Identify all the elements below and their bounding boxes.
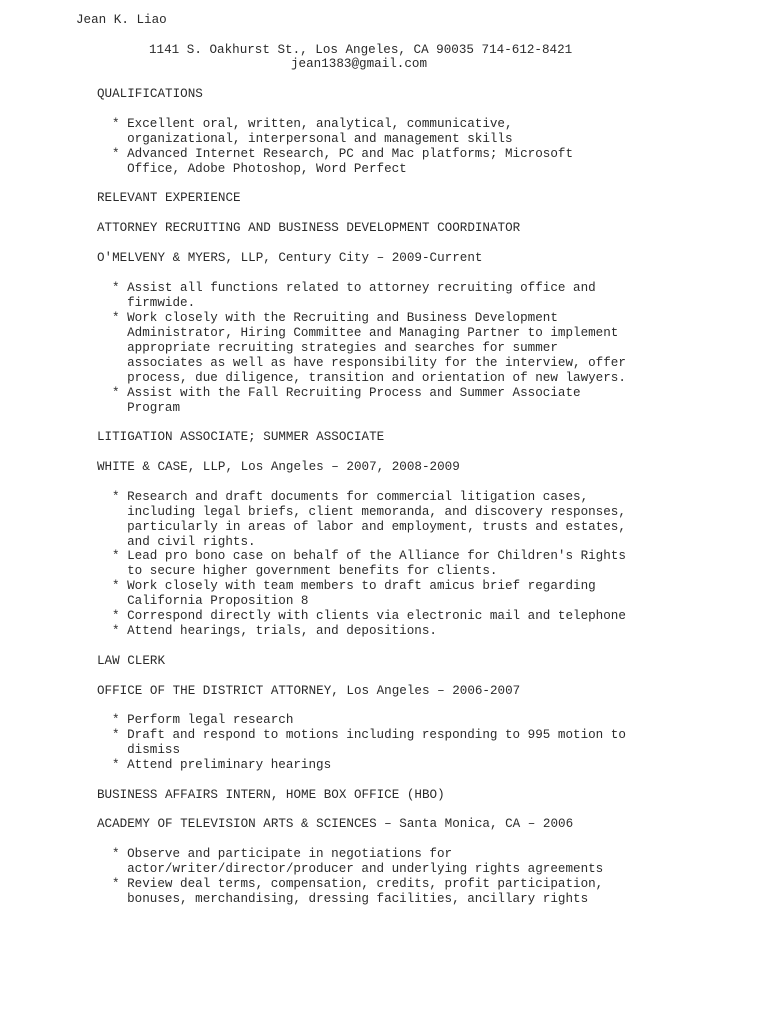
list-item: Office, Adobe Photoshop, Word Perfect (112, 162, 407, 176)
resume-name: Jean K. Liao (76, 13, 167, 27)
list-item: * Assist with the Fall Recruiting Process and Summer Associate (112, 386, 581, 400)
list-item: * Research and draft documents for commercial litigation cases, (112, 490, 589, 504)
list-item: * Lead pro bono case on behalf of the Alliance for Children's Rights (112, 549, 626, 563)
list-item: * Excellent oral, written, analytical, communicative, (112, 117, 513, 131)
list-item: * Work closely with the Recruiting and Business Development (112, 311, 558, 325)
list-item: Administrator, Hiring Committee and Managing Partner to implement (112, 326, 619, 340)
list-item: process, due diligence, transition and orientation of new lawyers. (112, 371, 626, 385)
job-employer: O'MELVENY & MYERS, LLP, Century City – 2009-Current (97, 251, 483, 265)
list-item: particularly in areas of labor and employment, trusts and estates, (112, 520, 626, 534)
contact-email: jean1383@gmail.com (291, 57, 428, 71)
list-item: * Perform legal research (112, 713, 294, 727)
list-item: * Attend preliminary hearings (112, 758, 332, 772)
list-item: * Review deal terms, compensation, credits, profit participation, (112, 877, 604, 891)
list-item: Program (112, 401, 181, 415)
contact-address: 1141 S. Oakhurst St., Los Angeles, CA 90035 714-612-8421 (149, 43, 573, 57)
list-item: organizational, interpersonal and management skills (112, 132, 513, 146)
list-item: bonuses, merchandising, dressing facilities, ancillary rights (112, 892, 589, 906)
job-title: LAW CLERK (97, 654, 166, 668)
list-item: * Work closely with team members to draft amicus brief regarding (112, 579, 596, 593)
list-item: associates as well as have responsibility for the interview, offer (112, 356, 626, 370)
list-item: dismiss (112, 743, 181, 757)
list-item: to secure higher government benefits for clients. (112, 564, 498, 578)
job-employer: ACADEMY OF TELEVISION ARTS & SCIENCES – Santa Monica, CA – 2006 (97, 817, 574, 831)
list-item: * Observe and participate in negotiations for (112, 847, 453, 861)
job-title: BUSINESS AFFAIRS INTERN, HOME BOX OFFICE (HBO) (97, 788, 445, 802)
list-item: * Draft and respond to motions including responding to 995 motion to (112, 728, 626, 742)
list-item: California Proposition 8 (112, 594, 309, 608)
list-item: firmwide. (112, 296, 196, 310)
list-item: * Assist all functions related to attorney recruiting office and (112, 281, 596, 295)
job-title: LITIGATION ASSOCIATE; SUMMER ASSOCIATE (97, 430, 385, 444)
job-title: ATTORNEY RECRUITING AND BUSINESS DEVELOPMENT COORDINATOR (97, 221, 521, 235)
experience-heading: RELEVANT EXPERIENCE (97, 191, 241, 205)
job-employer: WHITE & CASE, LLP, Los Angeles – 2007, 2008-2009 (97, 460, 460, 474)
list-item: including legal briefs, client memoranda, and discovery responses, (112, 505, 626, 519)
list-item: * Advanced Internet Research, PC and Mac platforms; Microsoft (112, 147, 574, 161)
list-item: and civil rights. (112, 535, 256, 549)
job-employer: OFFICE OF THE DISTRICT ATTORNEY, Los Angeles – 2006-2007 (97, 684, 521, 698)
list-item: appropriate recruiting strategies and searches for summer (112, 341, 558, 355)
list-item: * Correspond directly with clients via electronic mail and telephone (112, 609, 626, 623)
list-item: actor/writer/director/producer and underlying rights agreements (112, 862, 604, 876)
list-item: * Attend hearings, trials, and depositions. (112, 624, 437, 638)
qualifications-heading: QUALIFICATIONS (97, 87, 203, 101)
